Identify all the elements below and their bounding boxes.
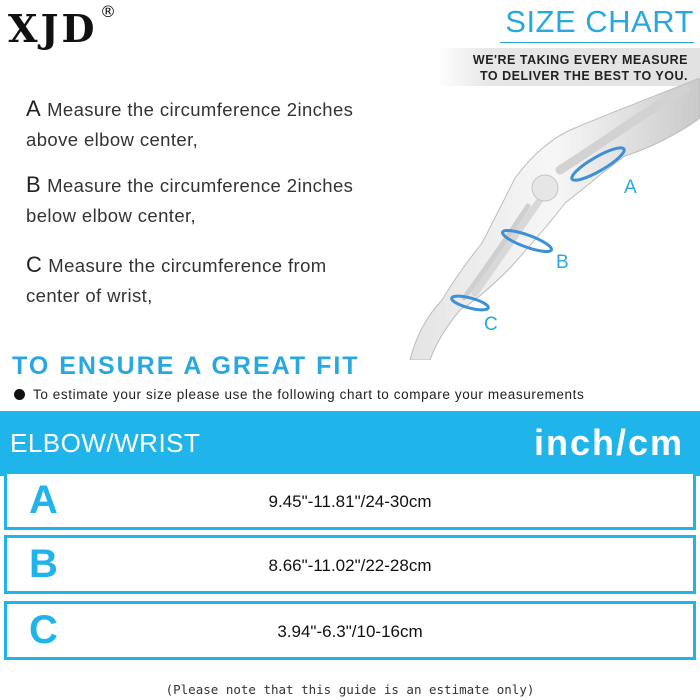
instruction-letter: B	[26, 172, 42, 197]
fit-title: TO ENSURE A GREAT FIT	[12, 352, 360, 380]
instruction-line-2: center of wrist,	[26, 285, 153, 306]
fit-note	[14, 387, 584, 402]
instruction-line-2: below elbow center,	[26, 205, 197, 226]
diagram-label-c: C	[484, 314, 498, 335]
brand-logo	[8, 2, 116, 51]
tagline-line-1: WE'RE TAKING EVERY MEASURE	[472, 53, 688, 67]
registered-mark: ®	[100, 2, 116, 21]
instruction-letter: C	[26, 252, 43, 277]
instruction-c	[26, 250, 327, 311]
instruction-a	[26, 94, 353, 155]
row-value: 3.94"-6.3"/10-16cm	[277, 622, 423, 641]
row-label: A	[29, 478, 58, 522]
row-label: C	[29, 608, 58, 652]
bullet-icon	[14, 389, 25, 400]
fit-note-text: To estimate your size please use the following chart to compare your measurements	[33, 387, 585, 402]
tagline-line-2: TO DELIVER THE BEST TO YOU.	[480, 69, 688, 83]
title-underline	[500, 42, 694, 43]
instruction-b	[26, 170, 353, 231]
diagram-label-b: B	[556, 252, 569, 273]
table-header-right: inch/cm	[533, 422, 684, 463]
table-header-left: ELBOW/WRIST	[10, 428, 201, 458]
size-chart-title: SIZE CHART	[505, 4, 694, 39]
diagram-label-a: A	[624, 177, 637, 198]
arm-silhouette	[410, 78, 700, 360]
instruction-line-2: above elbow center,	[26, 129, 199, 150]
instruction-line-1: Measure the circumference from	[48, 255, 327, 276]
table-header	[0, 411, 700, 476]
table-row	[4, 471, 696, 530]
arm-diagram	[400, 78, 700, 360]
row-value: 8.66"-11.02"/22-28cm	[268, 556, 432, 575]
brand-name: XJD	[8, 6, 98, 51]
elbow-joint	[532, 175, 558, 201]
instruction-letter: A	[26, 96, 42, 121]
row-value: 9.45"-11.81"/24-30cm	[268, 492, 432, 511]
table-row	[4, 601, 696, 660]
instruction-line-1: Measure the circumference 2inches	[47, 175, 354, 196]
footer-note: (Please note that this guide is an estimate only)	[165, 682, 535, 697]
instruction-line-1: Measure the circumference 2inches	[47, 99, 354, 120]
table-row	[4, 535, 696, 594]
row-label: B	[29, 542, 58, 586]
